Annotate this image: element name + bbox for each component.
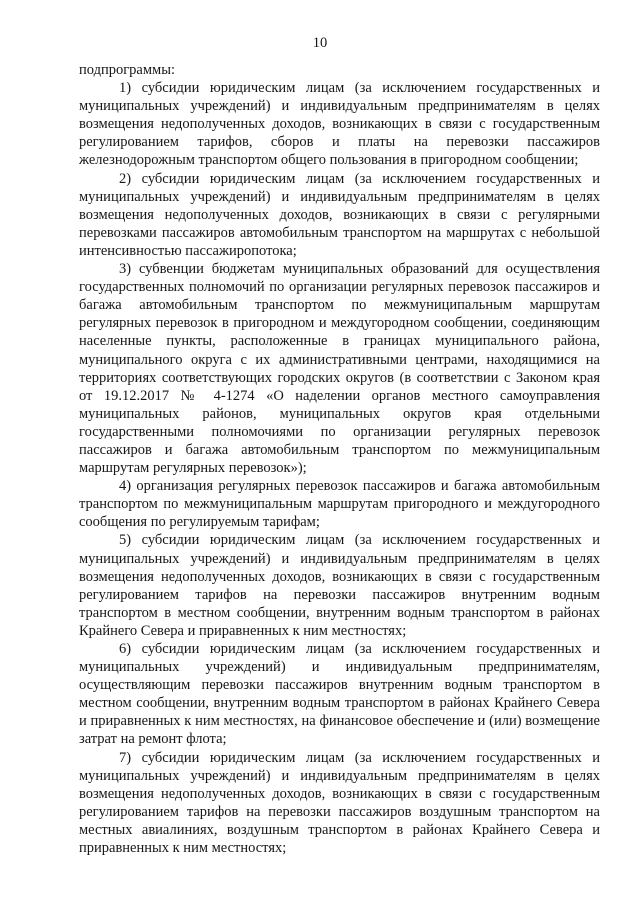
list-item-6: 6) субсидии юридическим лицам (за исключением государственных и муниципальных учреждений) и индивидуальным предпринимателям, осуществляющим перевозки пассажиров внутренним водным транспортом в местном сообщении, внутренним водным транспортом в районах Крайнего Севера и приравненных к ним местностях, на финансовое обеспечение и (или) возмещение затрат на ремонт флота; — [79, 641, 600, 748]
list-item-4: 4) организация регулярных перевозок пассажиров и багажа автомобильным транспортом по межмуниципальным маршрутам пригородного и междугородного сообщения по регулируемым тарифам; — [79, 478, 600, 531]
page-number: 10 — [312, 35, 328, 51]
list-item-3: 3) субвенции бюджетам муниципальных образований для осуществления государственных полномочий по организации регулярных перевозок пассажиров и багажа автомобильным транспортом по межмуниципальным маршрутам регулярных перевозок в пригородном и междугородном сообщении, соединяющим населенные пункты, расположенные в границах муниципального района, муниципального округа с их административными центрами, находящимися на территориях соответствующих городских округов (в соответствии с Законом края от 19.12.2017 № 4-1274 «О наделении органов местного самоуправления муниципальных районов, муниципальных округов края отдельными государственными полномочиями по организации регулярных перевозок пассажиров и багажа автомобильным транспортом по межмуниципальным маршрутам регулярных перевозок»); — [79, 261, 600, 477]
list-item-7: 7) субсидии юридическим лицам (за исключением государственных и муниципальных учреждений) и индивидуальным предпринимателям в целях возмещения недополученных доходов, возникающих в связи с государственным регулированием тарифов на перевозки пассажиров воздушным транспортом на местных авиалиниях, воздушным транспортом в районах Крайнего Севера и приравненных к ним местностях; — [79, 749, 600, 857]
list-item-5: 5) субсидии юридическим лицам (за исключением государственных и муниципальных учреждений) и индивидуальным предпринимателям в целях возмещения недополученных доходов, возникающих в связи с государственным регулированием тарифов на перевозки пассажиров внутренним водным транспортом в местном сообщении, внутренним водным транспортом в районах Крайнего Севера и приравненных к ним местностях; — [79, 532, 600, 639]
section-continuation: подпрограммы: — [79, 62, 175, 78]
document-body — [79, 61, 600, 857]
list-item-2: 2) субсидии юридическим лицам (за исключением государственных и муниципальных учреждений) и индивидуальным предпринимателям в целях возмещения недополученных доходов, возникающих в связи с регулярными перевозками пассажиров автомобильным транспортом на маршрутах с небольшой интенсивностью пассажиропотока; — [79, 170, 600, 259]
list-item-1: 1) субсидии юридическим лицам (за исключением государственных и муниципальных учреждений) и индивидуальным предпринимателям в целях возмещения недополученных доходов, возникающих в связи с государственным регулированием тарифов, сборов и платы на перевозки пассажиров железнодорожным транспортом общего пользования в пригородном сообщении; — [79, 80, 600, 169]
